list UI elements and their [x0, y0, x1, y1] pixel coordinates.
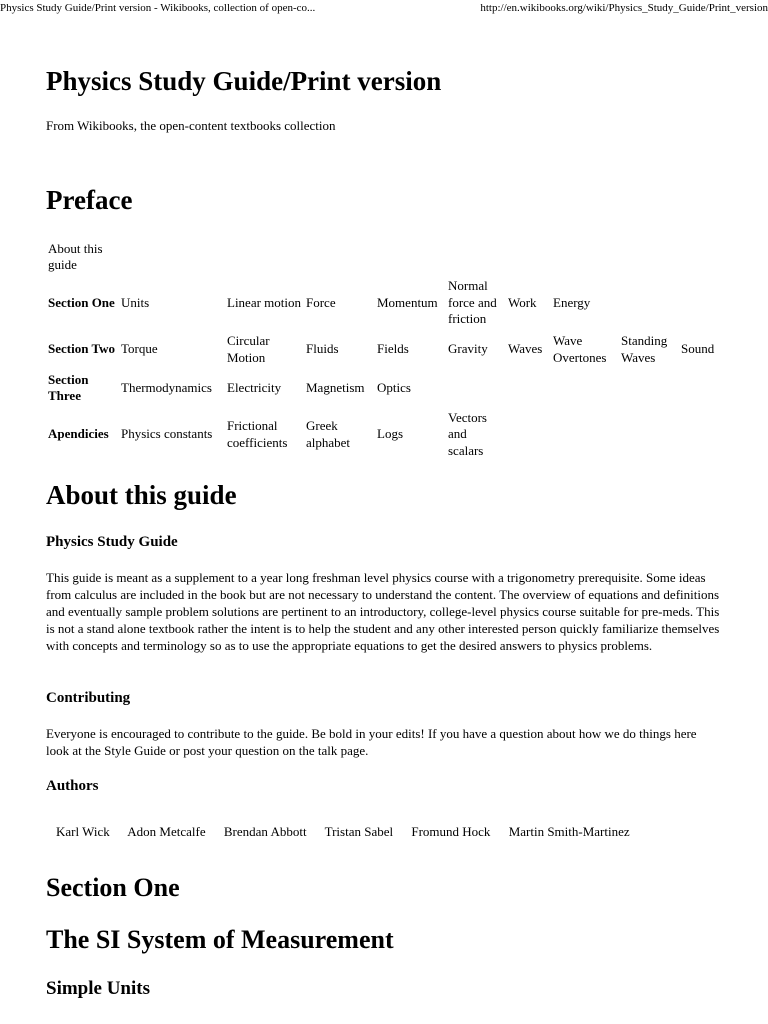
author-name[interactable]: Fromund Hock — [411, 824, 491, 839]
toc-row — [46, 277, 721, 329]
toc-link[interactable]: Torque — [121, 341, 158, 357]
author-name[interactable]: Martin Smith-Martinez — [508, 824, 630, 839]
si-system-heading: The SI System of Measurement — [46, 925, 394, 954]
study-guide-subheading: Physics Study Guide — [46, 534, 178, 550]
from-line: From Wikibooks, the open-content textbooks collection — [46, 118, 336, 133]
toc-section-label: Section Three — [48, 371, 89, 403]
toc-link[interactable]: Magnetism — [306, 379, 365, 395]
about-heading: About this guide — [46, 480, 237, 510]
toc-link[interactable]: Physics constants — [121, 426, 213, 442]
toc-link[interactable]: Frictional coefficients — [227, 418, 288, 450]
toc-link[interactable]: Vectors and scalars — [448, 409, 487, 458]
about-paragraph: This guide is meant as a supplement to a year long freshman level physics course with a trigonometry prerequisite. Some ideas from calculus are included in the book but are not necessary to understand the content. The overview of equations and definitions and eventually sample problem solutions are pertinent to an introductory, college-level physics course suitable for pre-meds. This is not a stand alone textbook rather the intent is to help the student and any other interested person quickly familiarize themselves with concepts and terminology so as to use the appropriate equations to get the desired answers to physics problems. — [46, 570, 720, 653]
page-title: Physics Study Guide/Print version — [46, 66, 442, 96]
toc-link[interactable]: Energy — [553, 294, 591, 310]
toc-link[interactable]: Fields — [377, 341, 409, 357]
toc-link[interactable]: Waves — [508, 341, 543, 357]
toc-link[interactable]: Gravity — [448, 341, 488, 357]
toc-link[interactable]: Normal force and friction — [448, 278, 497, 326]
print-header-title: Physics Study Guide/Print version - Wikibooks, collection of open-co... — [0, 2, 316, 14]
author-name[interactable]: Karl Wick — [56, 824, 110, 839]
toc-section-label: Section Two — [48, 341, 116, 357]
authors-heading: Authors — [46, 778, 99, 794]
authors-list — [56, 824, 645, 840]
toc-link[interactable]: Work — [508, 294, 537, 310]
author-name[interactable]: Adon Metcalfe — [127, 824, 206, 839]
section-one-heading: Section One — [46, 873, 180, 902]
toc-link[interactable]: Greek alphabet — [306, 418, 351, 450]
toc-link[interactable]: Optics — [377, 379, 411, 395]
contributing-paragraph: Everyone is encouraged to contribute to the guide. Be bold in your edits! If you have a question about how we do things here look at the Style Guide or post your question on the talk page. — [46, 726, 697, 758]
toc-link[interactable]: Wave Overtones — [553, 333, 607, 365]
toc-link[interactable]: Units — [121, 294, 150, 310]
toc-link[interactable]: Circular Motion — [227, 333, 270, 365]
print-header-url: http://en.wikibooks.org/wiki/Physics_Study_Guide/Print_version — [480, 2, 768, 14]
about-guide-link[interactable]: About this guide — [48, 240, 103, 272]
toc-row — [46, 406, 721, 464]
author-name[interactable]: Tristan Sabel — [324, 824, 394, 839]
toc-link[interactable]: Fluids — [306, 341, 339, 357]
author-name[interactable]: Brendan Abbott — [223, 824, 307, 839]
toc-section-label: Apendicies — [48, 426, 109, 442]
toc-link[interactable]: Electricity — [227, 379, 282, 395]
toc-section-label: Section One — [48, 294, 115, 310]
contributing-heading: Contributing — [46, 690, 131, 706]
print-header — [0, 0, 768, 16]
toc-link[interactable]: Logs — [377, 426, 403, 442]
toc-row — [46, 371, 721, 406]
simple-units-heading: Simple Units — [46, 978, 150, 999]
toc-link[interactable]: Force — [306, 294, 336, 310]
toc-link[interactable]: Linear motion — [227, 294, 302, 310]
toc-link[interactable]: Sound — [681, 341, 715, 357]
toc-link[interactable]: Thermodynamics — [121, 379, 212, 395]
toc-link[interactable]: Standing Waves — [621, 333, 668, 365]
preface-table — [46, 237, 721, 464]
toc-link[interactable]: Momentum — [377, 294, 438, 310]
toc-row — [46, 329, 721, 371]
preface-heading: Preface — [46, 185, 133, 215]
